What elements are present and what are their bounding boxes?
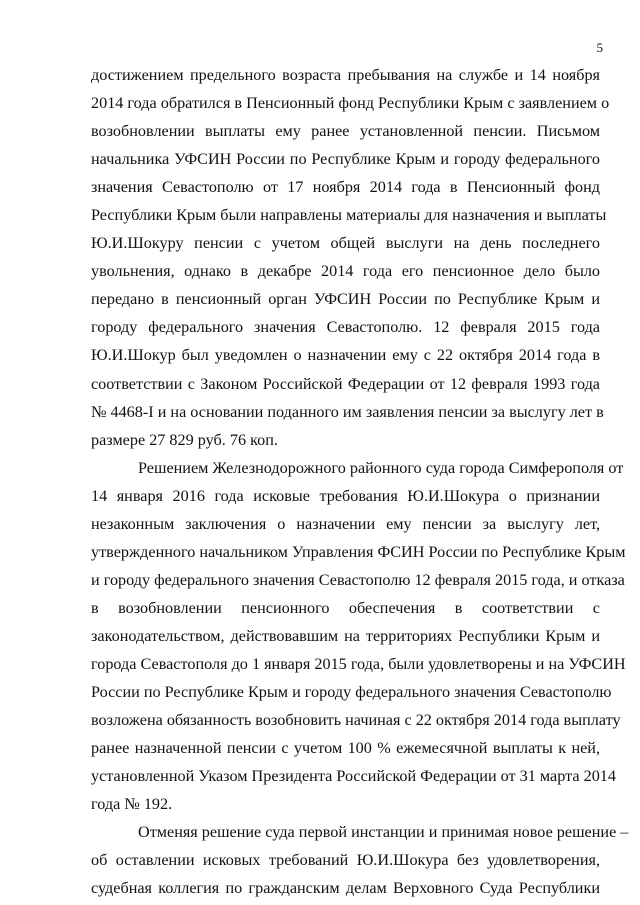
text-line: Республики Крым были направлены материалы для назначения и выплаты [91, 206, 607, 225]
text-line: возобновлении выплаты ему ранее установленной пенсии. Письмом [91, 122, 600, 141]
text-line: судебная коллегия по гражданским делам Верховного Суда Республики [91, 879, 600, 898]
text-line: возложена обязанность возобновить начиная с 22 октября 2014 года выплату [91, 711, 621, 730]
text-line: 2014 года обратился в Пенсионный фонд Республики Крым с заявлением о [91, 94, 610, 113]
document-body [91, 61, 629, 902]
text-line: достижением предельного возраста пребывания на службе и 14 ноября [91, 66, 600, 84]
text-line: передано в пенсионный орган УФСИН России по Республике Крым и [91, 290, 600, 309]
text-line: ранее назначенной пенсии с учетом 100 % ежемесячной выплаты к ней, [91, 739, 600, 758]
text-line: Отменяя решение суда первой инстанции и принимая новое решение – [138, 823, 629, 842]
page-number: 5 [596, 40, 603, 55]
text-line: утвержденного начальником Управления ФСИН России по Республике Крым [91, 542, 626, 561]
text-line: в возобновлении пенсионного обеспечения в соответствии с [91, 598, 600, 617]
text-line: года № 192. [91, 795, 173, 814]
text-line: установленной Указом Президента Российской Федерации от 31 марта 2014 [91, 767, 616, 786]
text-line: законодательством, действовавшим на территориях Республики Крым и [91, 626, 600, 645]
text-line: начальника УФСИН России по Республике Крым и городу федерального [91, 150, 600, 169]
paragraph [91, 454, 626, 819]
text-line: значения Севастополю от 17 ноября 2014 года в Пенсионный фонд [91, 178, 600, 197]
paragraph [91, 818, 629, 902]
text-line: незаконным заключения о назначении ему пенсии за выслугу лет, [91, 514, 600, 533]
text-line: Ю.И.Шокур был уведомлен о назначении ему с 22 октября 2014 года в [91, 346, 600, 365]
text-line: соответствии с Законом Российской Федерации от 12 февраля 1993 года [91, 374, 600, 393]
paragraph [91, 61, 610, 454]
text-line: размере 27 829 руб. 76 коп. [91, 430, 278, 449]
text-line: города Севастополя до 1 января 2015 года, были удовлетворены и на УФСИН [91, 654, 626, 673]
text-line: увольнения, однако в декабре 2014 года его пенсионное дело было [91, 262, 600, 281]
text-line: городу федерального значения Севастополю. 12 февраля 2015 года [91, 318, 600, 337]
text-line: об оставлении исковых требований Ю.И.Шокура без удовлетворения, [91, 851, 600, 870]
text-line: и городу федерального значения Севастополю 12 февраля 2015 года, и отказа [91, 570, 625, 589]
text-line: Решением Железнодорожного районного суда города Симферополя от [138, 458, 624, 477]
text-line: России по Республике Крым и городу федерального значения Севастополю [91, 683, 612, 702]
text-line: № 4468-I и на основании поданного им заявления пенсии за выслугу лет в [91, 402, 604, 421]
text-line: Ю.И.Шокуру пенсии с учетом общей выслуги на день последнего [91, 234, 600, 253]
text-line: 14 января 2016 года исковые требования Ю.И.Шокура о признании [91, 486, 600, 505]
